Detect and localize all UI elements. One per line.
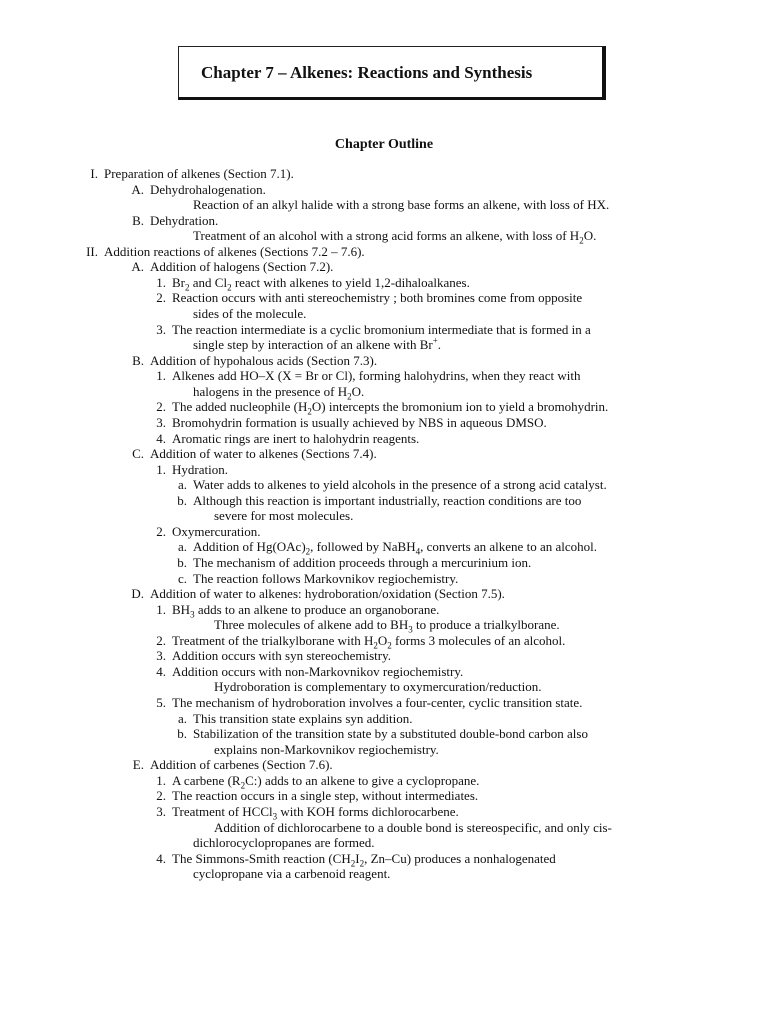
outline-text: severe for most molecules. — [214, 508, 354, 524]
outline-line — [171, 555, 531, 570]
outline-text: single step by interaction of an alkene with Br+. — [193, 335, 442, 353]
outline-label: b. — [177, 492, 187, 508]
outline-label: E. — [132, 757, 144, 773]
outline-label: a. — [177, 710, 187, 726]
outline-line — [193, 228, 597, 246]
outline-label: C. — [132, 446, 144, 462]
outline-label: 1. — [156, 461, 166, 477]
outline-line — [193, 383, 365, 402]
outline-text: Treatment of HCCl$_3$ with KOH forms dichlorocarbene. — [172, 803, 459, 822]
outline-text: The mechanism of addition proceeds through a mercurinium ion. — [193, 555, 532, 570]
outline-line — [128, 259, 333, 274]
outline-text: Treatment of an alcohol with a strong acid forms an alkene, with loss of $H_2O$. — [193, 228, 597, 246]
outline-line — [128, 182, 266, 197]
outline-text: Reaction of an alkyl halide with a strong base forms an alkene, with loss of HX. — [193, 197, 610, 213]
outline-line — [214, 508, 353, 523]
outline-line — [128, 586, 505, 601]
outline-line — [150, 368, 580, 383]
outline-label: b. — [177, 555, 187, 570]
outline-text: cyclopropane via a carbenoid reagent. — [193, 866, 391, 882]
outline-line — [150, 290, 582, 305]
outline-line — [214, 617, 560, 635]
outline-text: The reaction intermediate is a cyclic bromonium intermediate that is formed in a — [172, 321, 591, 337]
outline-line — [82, 244, 365, 259]
outline-text: $BH_3$ adds to an alkene to produce an organoborane. — [172, 601, 440, 620]
outline-line — [150, 601, 440, 620]
outline-label: 4. — [156, 850, 166, 866]
outline-text: The reaction occurs in a single step, without intermediates. — [172, 788, 479, 804]
outline-label: 2. — [156, 523, 166, 539]
outline-text: dichlorocyclopropanes are formed. — [193, 835, 375, 851]
outline-line — [214, 820, 612, 835]
outline-text: Aromatic rings are inert to halohydrin reagents. — [172, 430, 420, 446]
outline-line — [150, 803, 459, 822]
outline-line — [193, 306, 306, 321]
outline-label: 3. — [156, 648, 166, 664]
outline-label: D. — [131, 586, 144, 602]
outline-line — [150, 632, 566, 651]
outline-text: This transition state explains syn addition. — [193, 710, 413, 726]
outline-label: 2. — [156, 788, 166, 804]
outline-text: Oxymercuration. — [172, 523, 261, 539]
outline-text: Preparation of alkenes (Section 7.1). — [104, 166, 294, 181]
outline-text: The Simmons-Smith reaction ($CH_2I_2$, Zn–Cu) produces a nonhalogenated — [172, 850, 556, 869]
outline-text: Treatment of the trialkylborane with $H_2O_2$ forms 3 molecules of an alcohol. — [172, 632, 566, 651]
outline-line — [150, 664, 463, 679]
outline-label: A. — [131, 259, 144, 275]
outline-line — [150, 648, 391, 663]
outline-text: A carbene $(R_2C:)$ adds to an alkene to give a cyclopropane. — [172, 772, 480, 791]
outline-line — [150, 399, 609, 417]
outline-text: Addition of water to alkenes (Sections 7.4). — [150, 446, 377, 462]
outline-text: Hydroboration is complementary to oxymercuration/reduction. — [214, 679, 542, 695]
outline-text: sides of the molecule. — [193, 306, 307, 322]
outline-line — [193, 835, 375, 850]
outline-line — [150, 524, 260, 539]
outline-heading: Chapter Outline — [334, 137, 434, 152]
outline-line — [128, 353, 377, 368]
outline-line — [128, 213, 218, 228]
outline-line — [193, 866, 390, 881]
outline-line — [150, 322, 591, 337]
outline-line — [150, 274, 470, 293]
outline-line — [171, 477, 607, 492]
outline-line — [150, 431, 419, 446]
outline-text: The mechanism of hydroboration involves a four-center, cyclic transition state. — [172, 695, 583, 711]
outline-label: c. — [177, 570, 187, 586]
outline-line — [150, 788, 478, 803]
outline-label: 1. — [156, 368, 166, 384]
outline-label: I. — [90, 166, 98, 181]
outline-line — [171, 539, 597, 558]
outline-text: Addition of $Hg(OAc)_2$, followed by NaBH$_4$, converts an alkene to an alcohol. — [193, 539, 597, 558]
outline-text: Alkenes add HO–X (X = Br or Cl), forming halohydrins, when they react with — [172, 368, 581, 384]
outline-line — [214, 742, 439, 757]
outline-label: 3. — [156, 321, 166, 337]
outline-label: 1. — [156, 772, 166, 788]
outline-label: 3. — [156, 414, 166, 430]
outline-text: Three molecules of alkene add to $BH_3$ to produce a trialkylborane. — [214, 617, 560, 635]
outline-label: 4. — [156, 663, 166, 679]
outline-label: 1. — [156, 274, 166, 290]
outline-line — [82, 166, 294, 181]
outline-text: Addition of dichlorocarbene to a double bond is stereospecific, and only cis- — [214, 819, 612, 835]
outline-label: II. — [86, 243, 98, 259]
outline-text: $Br_2$ and $Cl_2$ react with alkenes to yield 1,2-dihaloalkanes. — [172, 274, 470, 293]
outline-text: Stabilization of the transition state by a substituted double-bond carbon also — [193, 726, 588, 742]
outline-text: Water adds to alkenes to yield alcohols in the presence of a strong acid catalyst. — [193, 477, 607, 493]
outline-line — [150, 850, 556, 869]
outline-text: Addition occurs with syn stereochemistry. — [172, 648, 392, 664]
outline-label: 2. — [156, 399, 166, 415]
outline-label: b. — [177, 726, 187, 742]
outline-text: Addition of hypohalous acids (Section 7.3). — [150, 352, 378, 368]
outline-text: Addition reactions of alkenes (Sections 7.2 – 7.6). — [104, 243, 365, 259]
outline-line — [150, 415, 547, 430]
outline-line — [128, 757, 333, 772]
outline-label: 2. — [156, 632, 166, 648]
outline-text: Bromohydrin formation is usually achieved by NBS in aqueous DMSO. — [172, 414, 547, 430]
outline-text: Dehydrohalogenation. — [150, 181, 266, 197]
outline-label: a. — [177, 539, 187, 555]
outline-text: Dehydration. — [150, 212, 219, 228]
outline-text: halogens in the presence of $H_2O$. — [193, 383, 365, 402]
outline-text: The reaction follows Markovnikov regiochemistry. — [193, 570, 459, 586]
outline-line — [171, 726, 588, 741]
outline-text: Addition occurs with non-Markovnikov regiochemistry. — [172, 663, 464, 679]
outline-text: Addition of halogens (Section 7.2). — [150, 259, 334, 275]
outline-line — [171, 493, 581, 508]
outline-line — [193, 197, 609, 212]
outline-text: Addition of carbenes (Section 7.6). — [150, 757, 333, 773]
outline-text: The added nucleophile $(H_2O)$ intercepts the bromonium ion to yield a bromohydrin. — [172, 399, 609, 417]
chapter-title: Chapter 7 – Alkenes: Reactions and Synthesis — [201, 63, 533, 82]
outline-line — [171, 711, 413, 726]
outline-label: 1. — [156, 601, 166, 617]
outline-line — [150, 772, 480, 791]
outline-text: Although this reaction is important industrially, reaction conditions are too — [193, 492, 582, 508]
outline-label: B. — [132, 352, 144, 368]
outline-label: 2. — [156, 290, 166, 306]
outline-label: B. — [132, 212, 144, 228]
outline-text: Hydration. — [172, 461, 228, 477]
outline-label: 5. — [156, 695, 166, 711]
outline-line — [150, 462, 228, 477]
outline-label: a. — [177, 477, 187, 493]
outline-label: A. — [131, 181, 144, 197]
chapter-title-box — [178, 46, 606, 100]
outline-text: Addition of water to alkenes: hydroboration/oxidation (Section 7.5). — [150, 586, 505, 602]
outline-line — [214, 679, 541, 694]
outline-text: explains non-Markovnikov regiochemistry. — [214, 741, 439, 757]
outline-label: 3. — [156, 803, 166, 819]
outline-text: Reaction occurs with anti stereochemistry ; both bromines come from opposite — [172, 290, 583, 306]
outline-line — [193, 337, 441, 352]
outline-label: 4. — [156, 430, 166, 446]
outline-line — [171, 571, 458, 586]
outline-line — [128, 446, 377, 461]
outline-line — [150, 695, 582, 710]
